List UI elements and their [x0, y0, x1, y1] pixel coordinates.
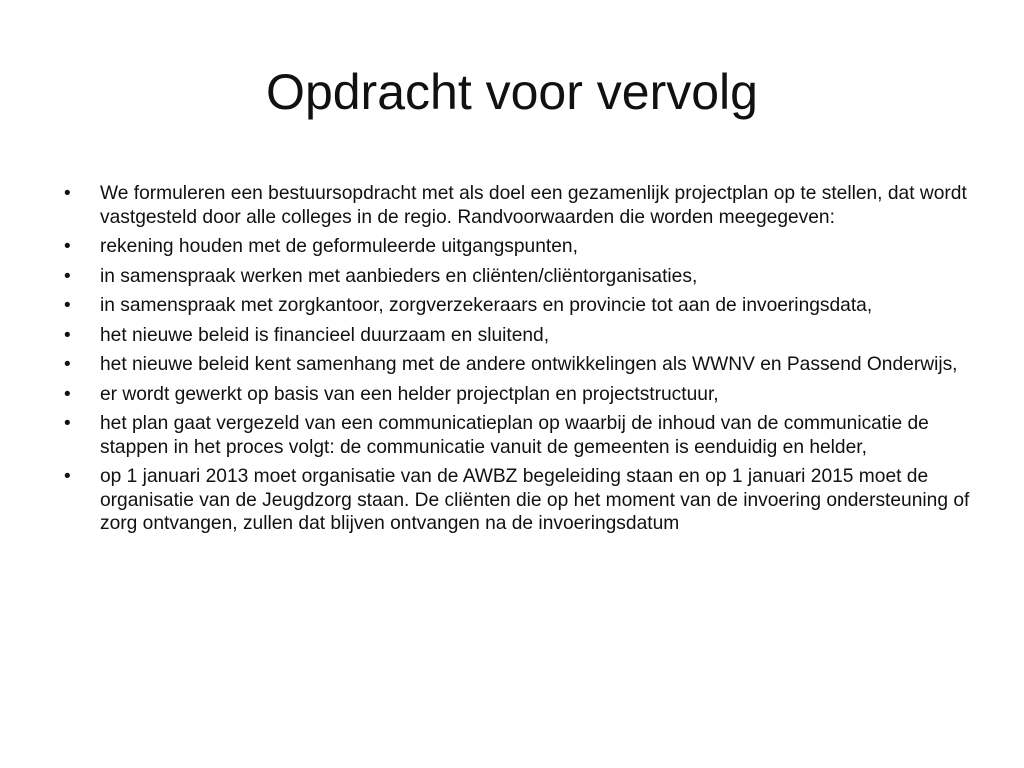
bullet-icon: • [64, 383, 71, 405]
bullet-text: We formuleren een bestuursopdracht met als doel een gezamenlijk projectplan op te stellen, dat wordt vastgesteld door alle colleges in de regio. Randvoorwaarden die worden meegegeven: [100, 183, 967, 228]
bullet-item [62, 412, 972, 459]
bullet-text: in samenspraak werken met aanbieders en cliënten/cliëntorganisaties, [100, 265, 698, 287]
bullet-item [62, 182, 972, 229]
bullet-icon: • [64, 324, 71, 346]
bullet-text: het nieuwe beleid is financieel duurzaam en sluitend, [100, 324, 550, 346]
bullet-item [62, 383, 972, 407]
bullet-icon: • [64, 466, 71, 487]
bullet-item [62, 235, 972, 259]
bullet-text: in samenspraak met zorgkantoor, zorgverzekeraars en provincie tot aan de invoeringsdata, [100, 295, 873, 316]
bullet-item [62, 324, 972, 348]
slide-title: Opdracht voor vervolg [266, 64, 758, 120]
bullet-text: het plan gaat vergezeld van een communicatieplan op waarbij de inhoud van de communicatie de stappen in het proces volgt: de communicatie vanuit de gemeenten is eenduidig en helder, [100, 413, 929, 458]
bullet-icon: • [64, 354, 71, 375]
bullet-text: op 1 januari 2013 moet organisatie van de AWBZ begeleiding staan en op 1 januari 2015 moet de organisatie van de Jeugdzorg staan. De cliënten die op het moment van de invoering ondersteuning of zorg ontvangen, zullen dat blijven ontvangen na de invoeringsdatum [100, 466, 970, 534]
bullet-icon: • [64, 183, 71, 204]
bullet-text: er wordt gewerkt op basis van een helder projectplan en projectstructuur, [100, 383, 719, 405]
bullet-icon: • [64, 236, 71, 257]
bullet-item [62, 294, 972, 318]
bullet-text: het nieuwe beleid kent samenhang met de andere ontwikkelingen als WWNV en Passend Onderwijs, [100, 354, 958, 375]
bullet-item [62, 353, 972, 377]
bullet-icon: • [64, 295, 71, 316]
bullet-icon: • [64, 265, 71, 287]
bullet-list [62, 182, 972, 542]
bullet-item [62, 265, 972, 289]
bullet-text: rekening houden met de geformuleerde uitgangspunten, [100, 236, 578, 257]
bullet-item [62, 465, 972, 536]
bullet-icon: • [64, 413, 71, 434]
